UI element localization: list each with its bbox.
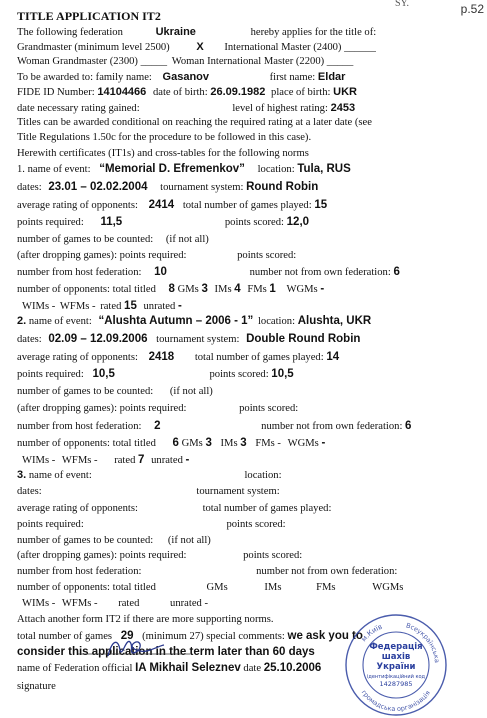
stamp-line-1: Федерація <box>369 642 423 652</box>
page-number-mark: p.52 <box>460 2 484 16</box>
norm2-location: Alushta, UKR <box>297 315 372 327</box>
norm1-games: 15 <box>314 199 328 211</box>
norm2-scored: 10,5 <box>271 368 294 380</box>
stamp-line-4: ідентифікаційний код <box>366 674 426 680</box>
titles-line-1: Grandmaster (minimum level 2500) X International Master (2400) ______ <box>17 41 376 53</box>
date-of-birth: 26.09.1982 <box>210 86 266 98</box>
norm1-host-line: number from host federation: 10 number not from own federation: 6 <box>17 266 400 278</box>
special-comment-1: we ask you to <box>287 630 363 642</box>
special-comment-2: consider this application in the term later than 60 days <box>17 646 315 658</box>
norm1-women-line: WIMs - WFMs - rated 15 unrated - <box>22 300 182 312</box>
norm2-notown: 6 <box>405 420 412 432</box>
norm2-event-line: 2. name of event: “Alushta Autumn – 2006 - 1” location: Alushta, UKR <box>17 315 372 327</box>
official-line: name of Federation official IA Mikhail Seleznev date 25.10.2006 <box>17 662 322 674</box>
norm2-system: Double Round Robin <box>246 333 361 345</box>
place-of-birth: UKR <box>333 86 357 98</box>
norm1-avg: 2414 <box>148 199 175 211</box>
norm2-count-line: number of games to be counted: (if not all) <box>17 386 213 397</box>
norm3-women-line: WIMs - WFMs - rated unrated - <box>22 598 209 609</box>
norm3-host-line: number from host federation: number not from own federation: <box>17 566 398 577</box>
titles-line-2: Woman Grandmaster (2300) _____ Woman International Master (2200) _____ <box>17 56 354 67</box>
norm1-system: Round Robin <box>246 181 319 193</box>
fide-line: FIDE ID Number: 14104466 date of birth: 26.09.1982 place of birth: UKR <box>17 86 357 98</box>
norm1-dates-line: dates: 23.01 – 02.02.2004 tournament system: Round Robin <box>17 181 319 193</box>
norm3-opponents-line: number of opponents: total titled GMs IMs FMs WGMs <box>17 582 404 593</box>
norm2-event: “Alushta Autumn – 2006 - 1” <box>98 315 254 327</box>
norm2-dates: 02.09 – 12.09.2006 <box>48 333 148 345</box>
norm2-avg-line: average rating of opponents: 2418 total number of games played: 14 <box>17 351 340 363</box>
norm2-avg: 2418 <box>148 351 175 363</box>
norm1-avg-line: average rating of opponents: 2414 total number of games played: 15 <box>17 199 328 211</box>
norm1-dates: 23.01 – 02.02.2004 <box>48 181 148 193</box>
norm3-points-line: points required: points scored: <box>17 519 286 530</box>
stamp-ring-bottom: громадська організація <box>359 688 432 714</box>
norm2-opponents-line: number of opponents: total titled 6 GMs 3 IMs 3 FMs - WGMs - <box>17 437 326 449</box>
stamp-line-5: 14287985 <box>379 680 413 688</box>
stamp-ring-top: м.Київ <box>359 622 384 644</box>
gm-selected-mark: X <box>196 41 204 53</box>
herewith-line: Herewith certificates (IT1s) and cross-tables for the following norms <box>17 148 309 159</box>
awarded-line: To be awarded to: family name: Gasanov first name: Eldar <box>17 71 346 83</box>
norm3-avg-line: average rating of opponents: total number of games played: <box>17 503 332 514</box>
norm2-req: 10,5 <box>92 368 115 380</box>
norm1-count-line: number of games to be counted: (if not all) <box>17 234 209 245</box>
signature-image <box>78 632 190 662</box>
norm1-event: “Memorial D. Efremenkov” <box>99 163 245 175</box>
norm3-count-line: number of games to be counted: (if not all) <box>17 535 211 546</box>
fide-id: 14104466 <box>97 86 147 98</box>
corner-handwritten-mark: SY. <box>395 0 409 9</box>
norm1-req: 11,5 <box>100 216 123 228</box>
stamp-line-3: України <box>376 662 416 672</box>
norm1-location: Tula, RUS <box>297 163 351 175</box>
norm1-notown: 6 <box>393 266 400 278</box>
norm2-host-line: number from host federation: 2 number not from own federation: 6 <box>17 420 412 432</box>
norm2-points-line: points required: 10,5 points scored: 10,5 <box>17 368 294 380</box>
official-date: 25.10.2006 <box>263 662 322 674</box>
norm1-event-line: 1. name of event: “Memorial D. Efremenkov” location: Tula, RUS <box>17 163 351 175</box>
stamp-ring-right: Всеукраїнська <box>405 621 441 664</box>
norm2-host: 2 <box>154 420 161 432</box>
norm2-games: 14 <box>326 351 340 363</box>
note-line-2: Title Regulations 1.50c for the procedure to be followed in this case). <box>17 132 312 143</box>
norm3-drop-line: (after dropping games): points required: points scored: <box>17 550 303 561</box>
family-name: Gasanov <box>162 71 209 83</box>
page-title: TITLE APPLICATION IT2 <box>17 9 161 23</box>
federation-value: Ukraine <box>155 26 196 38</box>
norm2-women-line: WIMs - WFMs - rated 7 unrated - <box>22 454 190 466</box>
highest-rating: 2453 <box>330 102 356 114</box>
norm1-scored: 12,0 <box>286 216 310 228</box>
note-line-1: Titles can be awarded conditional on reaching the required rating at a later date (see <box>17 117 372 128</box>
norm3-dates-line: dates: tournament system: <box>17 486 280 497</box>
norm1-host: 10 <box>154 266 167 278</box>
signature-label: signature <box>17 681 56 692</box>
federation-stamp <box>343 612 449 718</box>
norm2-dates-line: dates: 02.09 – 12.09.2006 tournament system: Double Round Robin <box>17 333 361 345</box>
norm1-opponents-line: number of opponents: total titled 8 GMs 3 IMs 4 FMs 1 WGMs - <box>17 283 325 295</box>
official-name: IA Mikhail Seleznev <box>135 662 241 674</box>
total-line: total number of games 29 (minimum 27) special comments: we ask you to <box>17 630 363 642</box>
norm1-points-line: points required: 11,5 points scored: 12,0 <box>17 216 310 228</box>
federation-line: The following federation Ukraine hereby applies for the title of: <box>17 26 377 38</box>
norm2-drop-line: (after dropping games): points required: points scored: <box>17 403 299 414</box>
stamp-line-2: шахів <box>381 652 411 662</box>
first-name: Eldar <box>317 71 346 83</box>
attach-note: Attach another form IT2 if there are more supporting norms. <box>17 614 274 625</box>
norm1-drop-line: (after dropping games): points required: points scored: <box>17 250 297 261</box>
norm3-event-line: 3. name of event: location: <box>17 469 282 481</box>
rating-line: date necessary rating gained: level of highest rating: 2453 <box>17 102 356 114</box>
total-games: 29 <box>120 630 134 642</box>
